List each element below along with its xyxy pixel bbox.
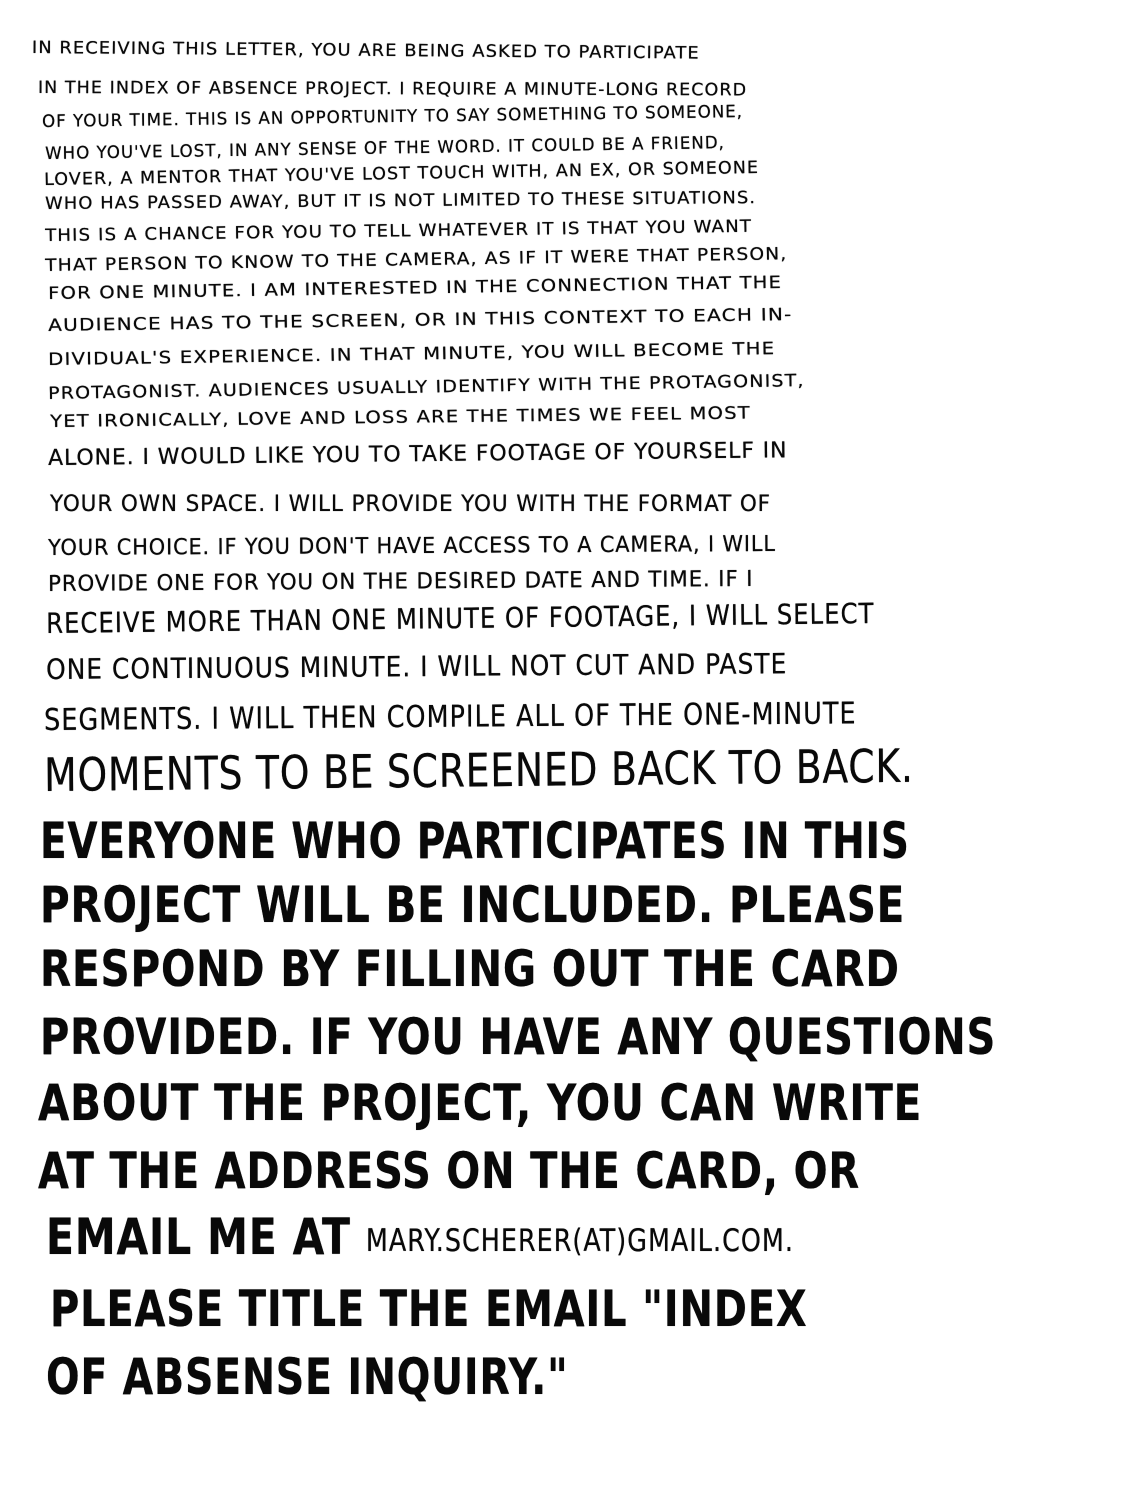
letter-line-19: ONE CONTINUOUS MINUTE. I WILL NOT CUT AND PASTE bbox=[45, 647, 788, 686]
letter-line-8: THAT PERSON TO KNOW TO THE CAMERA, AS IF IT WERE THAT PERSON, bbox=[44, 244, 788, 276]
email-address: MARY.SCHERER(AT)GMAIL.COM. bbox=[365, 1222, 794, 1259]
letter-line-22: EVERYONE WHO PARTICIPATES IN THIS bbox=[40, 812, 910, 870]
letter-line-29: PLEASE TITLE THE EMAIL "INDEX bbox=[50, 1280, 808, 1338]
letter-line-25: PROVIDED. IF YOU HAVE ANY QUESTIONS bbox=[40, 1008, 997, 1066]
letter-line-14: ALONE. I WOULD LIKE YOU TO TAKE FOOTAGE OF YOURSELF IN bbox=[47, 438, 788, 471]
letter-line-18: RECEIVE MORE THAN ONE MINUTE OF FOOTAGE, I WILL SELECT bbox=[45, 597, 875, 640]
letter-line-1: IN RECEIVING THIS LETTER, YOU ARE BEING ASKED TO PARTICIPATE bbox=[31, 38, 700, 64]
letter-line-5: LOVER, A MENTOR THAT YOU'VE LOST TOUCH WITH, AN EX, OR SOMEONE bbox=[43, 157, 760, 190]
letter-line-2: IN THE INDEX OF ABSENCE PROJECT. I REQUIRE A MINUTE-LONG RECORD bbox=[37, 78, 748, 101]
letter-line-12: PROTAGONIST. AUDIENCES USUALLY IDENTIFY WITH THE PROTAGONIST, bbox=[47, 371, 805, 404]
letter-line-17: PROVIDE ONE FOR YOU ON THE DESIRED DATE AND TIME. IF I bbox=[47, 566, 754, 597]
letter-line-26: ABOUT THE PROJECT, YOU CAN WRITE bbox=[38, 1074, 923, 1132]
letter-line-20: SEGMENTS. I WILL THEN COMPILE ALL OF THE ONE-MINUTE bbox=[43, 696, 857, 738]
letter-line-15: YOUR OWN SPACE. I WILL PROVIDE YOU WITH THE FORMAT OF bbox=[50, 492, 771, 517]
letter-line-16: YOUR CHOICE. IF YOU DON'T HAVE ACCESS TO A CAMERA, I WILL bbox=[47, 531, 776, 561]
letter-line-24: RESPOND BY FILLING OUT THE CARD bbox=[40, 940, 900, 998]
letter-line-30: OF ABSENSE INQUIRY." bbox=[46, 1348, 569, 1406]
letter-line-7: THIS IS A CHANCE FOR YOU TO TELL WHATEVER IT IS THAT YOU WANT bbox=[44, 216, 753, 246]
letter-line-11: DIVIDUAL'S EXPERIENCE. IN THAT MINUTE, YOU WILL BECOME THE bbox=[47, 339, 776, 370]
letter-line-23: PROJECT WILL BE INCLUDED. PLEASE bbox=[40, 876, 906, 934]
letter-line-28 bbox=[46, 1208, 794, 1266]
letter-line-27: AT THE ADDRESS ON THE CARD, OR bbox=[38, 1142, 860, 1200]
letter-line-13: YET IRONICALLY, LOVE AND LOSS ARE THE TIMES WE FEEL MOST bbox=[49, 403, 751, 432]
letter-line-10: AUDIENCE HAS TO THE SCREEN, OR IN THIS CONTEXT TO EACH IN- bbox=[47, 304, 793, 336]
letter-line-6: WHO HAS PASSED AWAY, BUT IT IS NOT LIMITED TO THESE SITUATIONS. bbox=[44, 188, 757, 214]
letter-line-3: OF YOUR TIME. THIS IS AN OPPORTUNITY TO SAY SOMETHING TO SOMEONE, bbox=[41, 102, 744, 132]
letter-line-9: FOR ONE MINUTE. I AM INTERESTED IN THE CONNECTION THAT THE bbox=[47, 272, 783, 304]
email-lead-text: EMAIL ME AT bbox=[46, 1208, 351, 1266]
letter-line-4: WHO YOU'VE LOST, IN ANY SENSE OF THE WORD. IT COULD BE A FRIEND, bbox=[44, 133, 726, 164]
letter-line-21: MOMENTS TO BE SCREENED BACK TO BACK. bbox=[43, 738, 914, 802]
